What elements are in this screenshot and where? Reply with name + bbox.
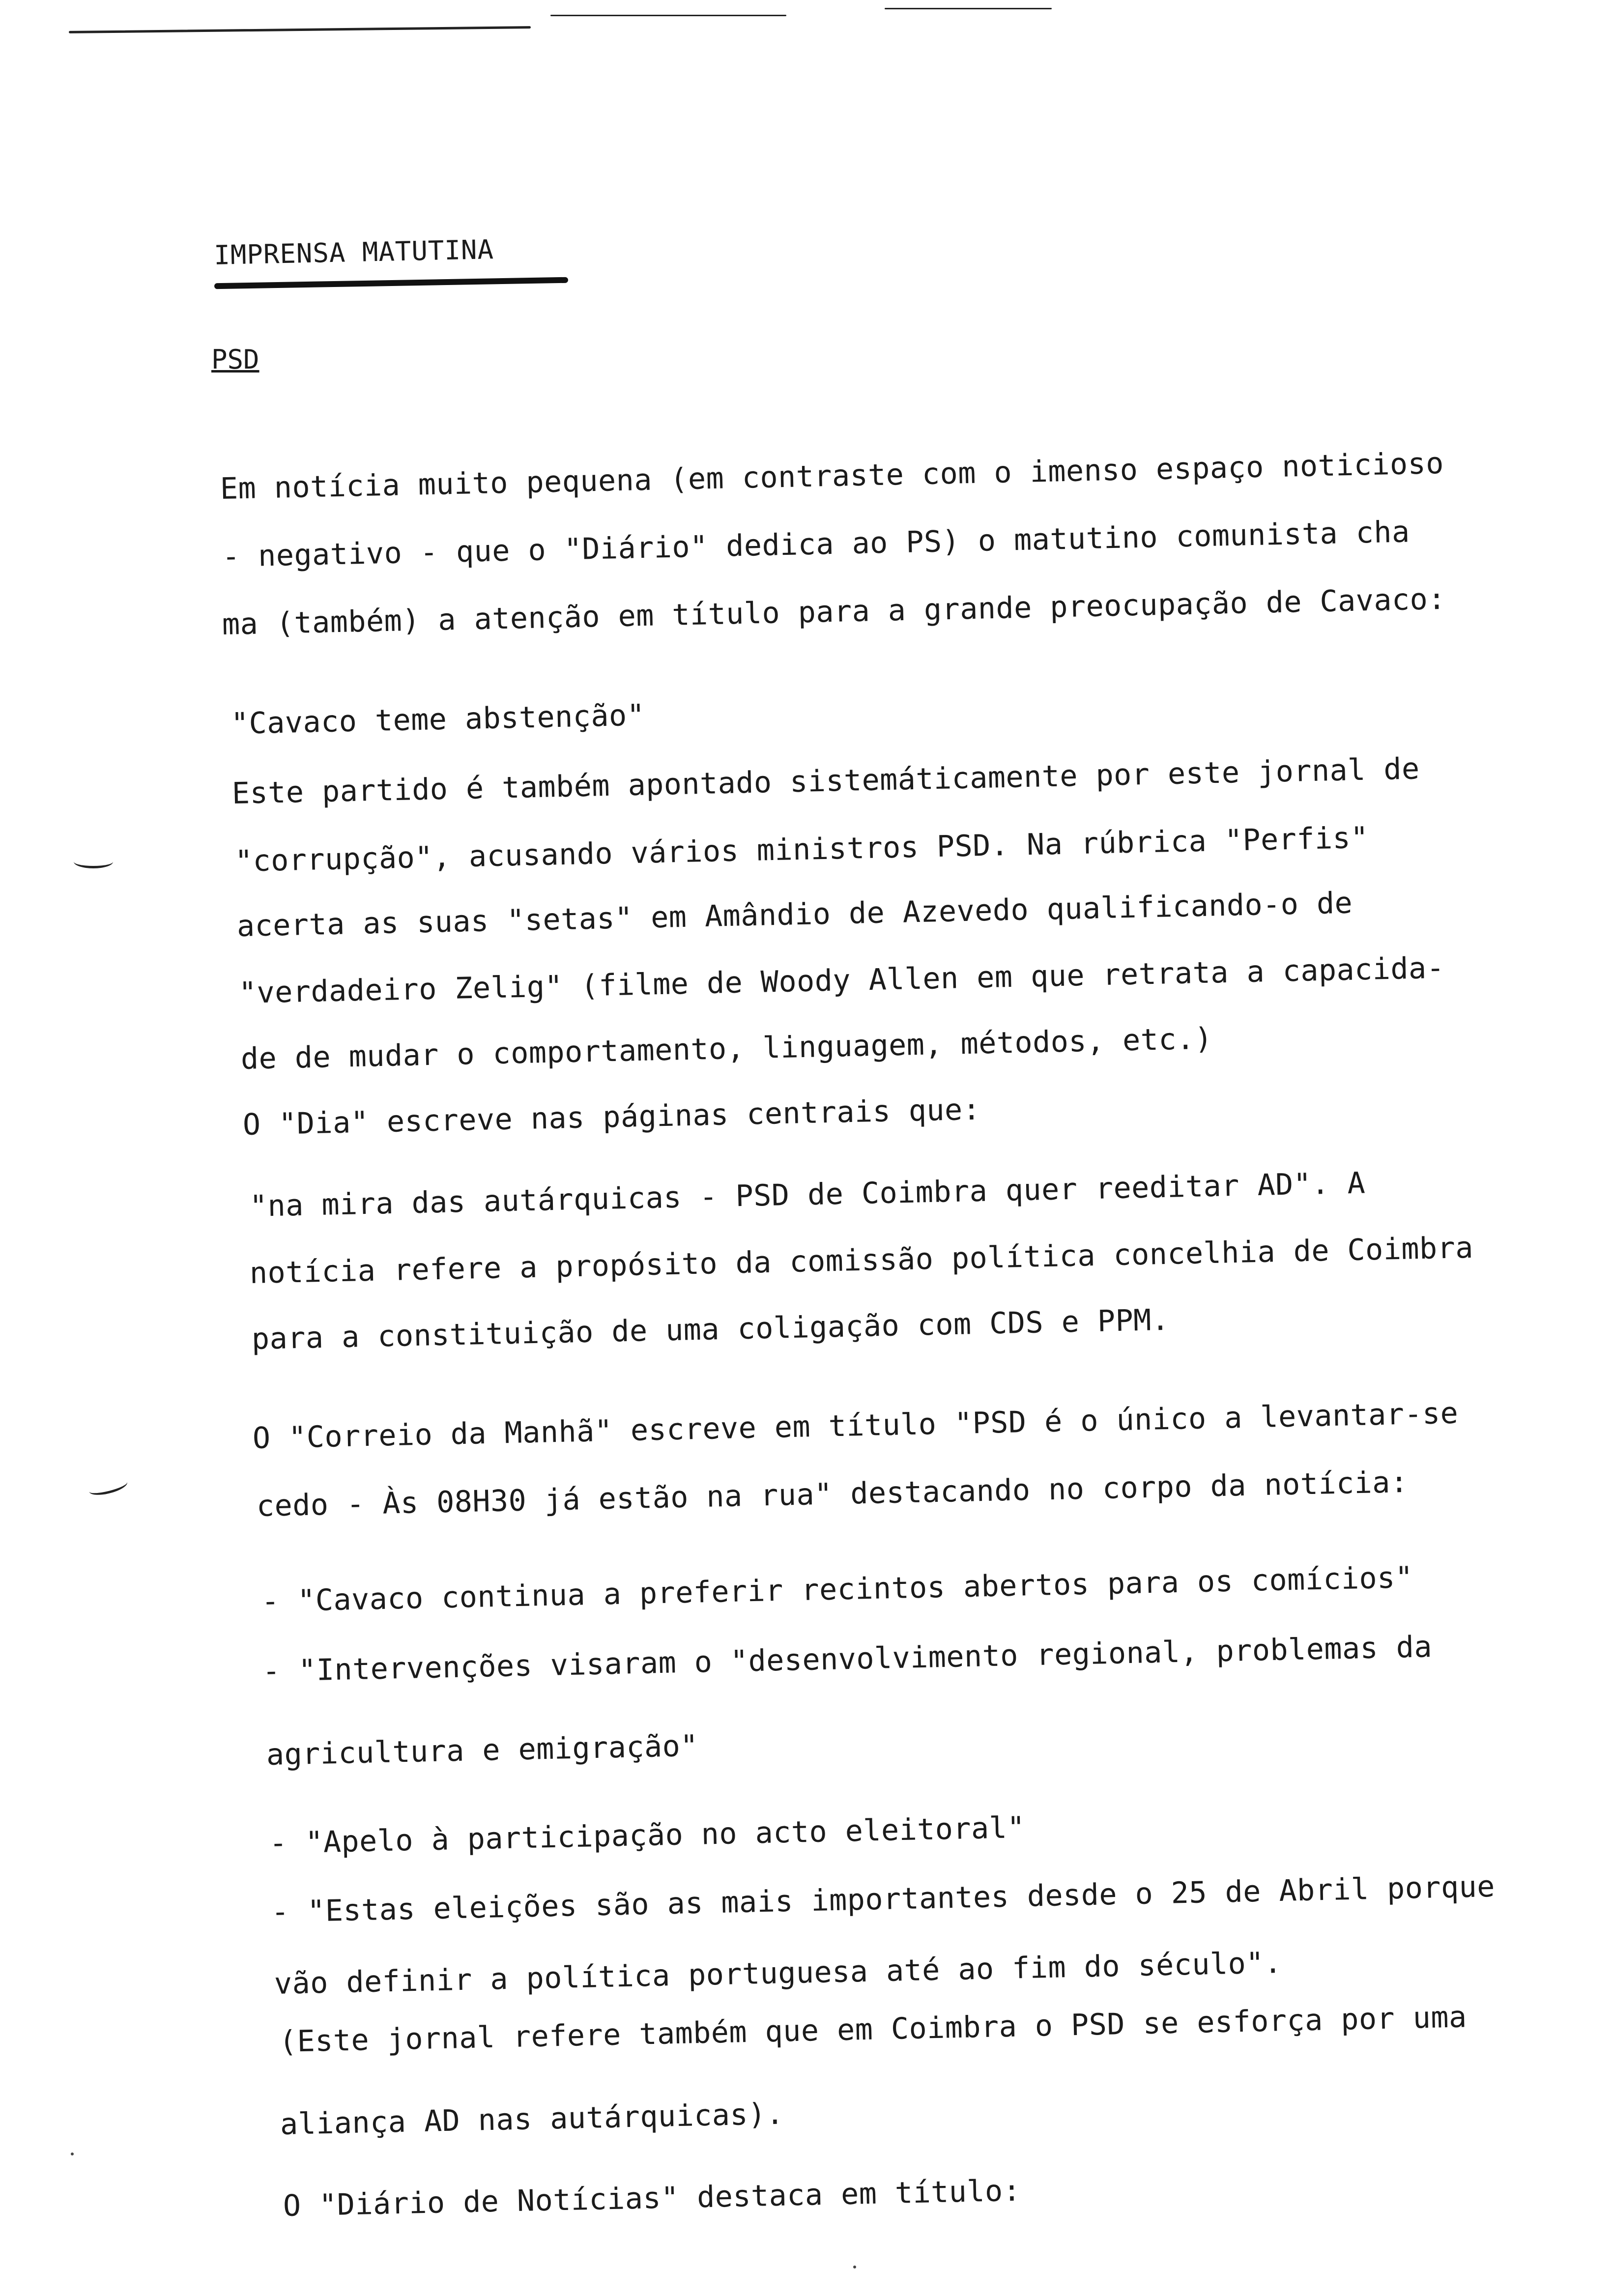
text-line: - "Cavaco continua a preferir recintos abertos para os comícios" [261, 1560, 1414, 1619]
text-line: para a constituição de uma coligação com CDS e PPM. [251, 1302, 1170, 1356]
text-line: cedo - Às 08H30 já estão na rua" destacando no corpo da notícia: [256, 1464, 1409, 1523]
text-line: ma (também) a atenção em título para a grande preocupação de Cavaco: [222, 581, 1446, 642]
text-line: notícia refere a propósito da comissão política concelhia de Coimbra [249, 1230, 1474, 1291]
text-line: vão definir a política portuguesa até ao fim do século". [274, 1946, 1283, 2001]
text-line: "Cavaco teme abstenção" [230, 698, 645, 741]
text-line: - negativo - que o "Diário" dedica ao PS) o matutino comunista cha [222, 515, 1410, 574]
text-line: "corrupção", acusando vários ministros PSD. Na rúbrica "Perfis" [234, 820, 1369, 879]
text-line: O "Diário de Notícias" destaca em título: [283, 2173, 1021, 2223]
section-heading: PSD [211, 344, 259, 375]
margin-dot [71, 2152, 74, 2155]
text-line: (Este jornal refere também que em Coimbra o PSD se esforça por uma [279, 2000, 1468, 2059]
margin-dot [853, 2266, 856, 2268]
top-rule-left [69, 26, 531, 33]
text-line: - "Apelo à participação no acto eleitoral" [269, 1810, 1026, 1861]
text-line: - "Estas eleições são as mais importantes desde o 25 de Abril porque [271, 1869, 1496, 1929]
page-title: IMPRENSA MATUTINA [213, 234, 494, 271]
text-line: "na mira das autárquicas - PSD de Coimbra quer reeditar AD". A [249, 1166, 1366, 1224]
text-line: O "Dia" escreve nas páginas centrais que: [242, 1092, 981, 1142]
top-rule-middle [550, 15, 786, 16]
text-line: acerta as suas "setas" em Amândio de Azevedo qualificando-o de [236, 886, 1353, 944]
text-line: agricultura e emigração" [266, 1728, 699, 1772]
margin-mark [87, 1476, 129, 1498]
text-line: Este partido é também apontado sistemáticamente por este jornal de [231, 751, 1420, 811]
text-line: - "Intervenções visaram o "desenvolvimento regional, problemas da [262, 1630, 1433, 1689]
text-line: de de mudar o comportamento, linguagem, métodos, etc.) [240, 1021, 1213, 1076]
margin-mark [74, 855, 113, 868]
text-line: "verdadeiro Zelig" (filme de Woody Allen em que retrata a capacida- [238, 950, 1445, 1010]
title-underline [214, 277, 568, 289]
text-line: Em notícia muito pequena (em contraste com o imenso espaço noticioso [220, 446, 1444, 506]
text-line: aliança AD nas autárquicas). [280, 2096, 784, 2142]
top-rule-right [885, 8, 1052, 9]
text-line: O "Correio da Manhã" escreve em título "PSD é o único a levantar-se [252, 1396, 1459, 1456]
